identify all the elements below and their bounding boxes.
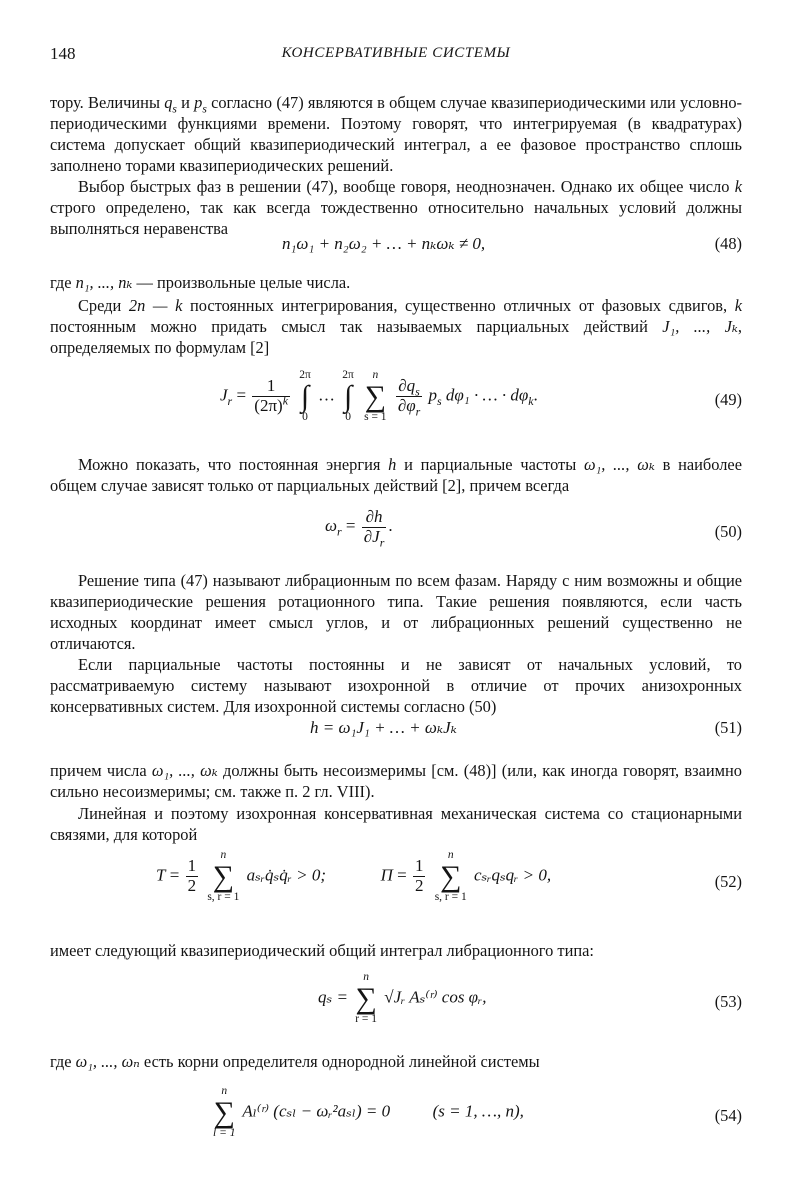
paragraph-libration: Решение типа (47) называют либрационным по всем фазам. Наряду с ним возможны и общие квазипериодические решения ротационного типа. Такие решения появляются, если часть исходных координат имеет смысл углов, и от либрационных решений существенно не отличаются. [50,571,742,653]
equation-50-body: $\omega_r$ = $\frac{\partial h}{\partial J_r}$ . [325,507,393,550]
equation-53 [50,972,742,1032]
equation-52-body: T = $\frac{1}{2}$ n ∑ s, r = 1 aₛᵣq̇ₛq̇ᵣ > 0; П = $\frac{1}{2}$ n ∑ s, r = 1 cₛᵣqₛqᵣ > 0, [156,849,552,903]
paragraph-roots: где ω₁, ..., ωₙ есть корни определителя однородной линейной системы [50,1052,540,1071]
equation-53-number: (53) [714,992,742,1011]
paragraph-partial-actions: Среди 2n — k постоянных интегрирования, существенно отличных от фазовых сдвигов, k постоянным можно придать смысл так называемых парциальных действий J₁, ..., Jₖ, определяемых по формулам [2] [50,296,743,357]
equation-53-body: qₛ = n ∑ r = 1 √Jᵣ Aₛ⁽ʳ⁾ cos φᵣ, [318,971,487,1025]
equation-51-number: (51) [714,718,742,737]
equation-48 [50,234,742,274]
equation-54-body: n ∑ l = 1 Aₗ⁽ʳ⁾ (cₛₗ − ωᵣ²aₛₗ) = 0 (s = 1, …, n), [213,1085,524,1139]
equation-49-number: (49) [714,390,742,409]
equation-52 [50,850,742,920]
equation-54-number: (54) [714,1106,742,1125]
paragraph-isochronous: Если парциальные частоты постоянны и не зависят от начальных условий, то рассматриваемую систему называют изохронной в отличие от прочих анизохронных консервативных систем. Для изохронной системы согласно (50) [50,655,742,716]
page-header [50,44,742,66]
paragraph-fast-phases: Выбор быстрых фаз в решении (47), вообще говоря, неоднозначен. Однако их общее число k строго определено, так как всегда тождественно относительно начальных условий должны выполняться неравенства [50,177,742,238]
equation-50-number: (50) [714,522,742,541]
page-number: 148 [50,44,76,63]
equation-50 [50,508,742,554]
paragraph-energy: Можно показать, что постоянная энергия h и парциальные частоты ω₁, ..., ωₖ в наиболее общем случае зависят только от парциальных действий [2], причем всегда [50,455,742,495]
equation-48-number: (48) [714,234,742,253]
paragraph-incommensurable: причем числа ω₁, ..., ωₖ должны быть несоизмеримы [см. (48)] (или, как иногда говорят, взаимно сильно несоизмеримы; см. также п. 2 гл. VIII). [50,761,742,801]
paragraph-integers: где n₁, ..., nₖ — произвольные целые числа. [50,273,351,292]
equation-49-body: $J_r$ = $\frac{1}{(2\pi)^k}$ 2π ∫ 0 … 2π ∫ 0 n ∑ s = 1 $\frac{\partial q_s}{\partial\varphi_r}$ $p_s$ dφ₁ · … · $d\varphi_k$. [220,369,538,423]
equation-51 [50,716,742,756]
equation-49 [50,366,742,438]
paragraph-tori: тору. Величины $q_s$ и $p_s$ согласно (47) являются в общем случае квазипериодическими или условно-периодическими функциями времени. Поэтому говорят, что интегрируемая (в квадратурах) система допускает общий квазипериодический интеграл, а ее фазовое пространство сплошь заполнено торами квазипериодических решений. [50,93,742,175]
paragraph-linear-system: Линейная и поэтому изохронная консервативная механическая система со стационарными связями, для которой [50,804,742,844]
equation-52-number: (52) [714,872,742,891]
running-title: КОНСЕРВАТИВНЫЕ СИСТЕМЫ [281,45,511,61]
paragraph-general-integral: имеет следующий квазипериодический общий интеграл либрационного типа: [50,941,594,960]
equation-51-body: h = ω₁J₁ + … + ωₖJₖ [310,718,457,737]
equation-54 [50,1086,742,1150]
equation-48-body: n₁ω₁ + n₂ω₂ + … + nₖωₖ ≠ 0, [282,234,486,253]
